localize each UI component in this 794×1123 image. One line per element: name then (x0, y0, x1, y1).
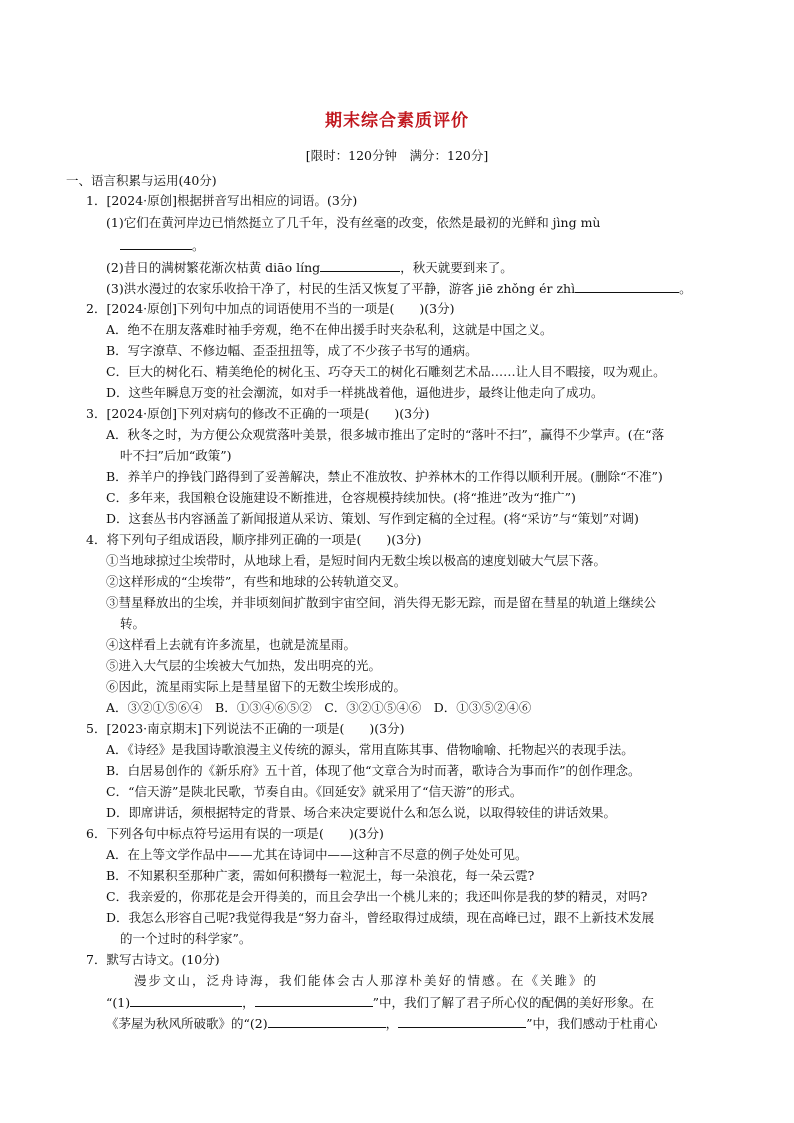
line-end: ”中，我们了解了君子所心仪的配偶的美好形象。在 (372, 995, 655, 1010)
question-7-stem: 7．默写古诗文。(10分) (86, 952, 220, 967)
page-title: 期末综合素质评价 (325, 111, 469, 131)
question-4-sentence-1: ①当地球掠过尘埃带时，从地球上看，是短时间内无数尘埃以极高的速度划破大气层下落。 (106, 553, 607, 568)
question-4-sentence-6: ⑥因此，流星雨实际上是彗星留下的无数尘埃形成的。 (106, 679, 407, 694)
comma: ， (242, 995, 255, 1010)
question-1-item-3 (106, 279, 692, 298)
answer-blank[interactable] (320, 258, 400, 272)
question-4-sentence-3-cont: 转。 (120, 616, 146, 631)
item-text: (2)昔日的满树繁花渐次枯黄 diāo líng (106, 260, 321, 275)
question-3-option-a: A．秋冬之时，为方便公众观赏落叶美景，很多城市推出了定时的“落叶不扫”，赢得不少掌声。(在“落 (106, 427, 665, 442)
punct: 。 (679, 281, 692, 296)
question-6-option-d-cont: 的一个过时的科学家”。 (120, 931, 252, 946)
question-4-sentence-3: ③彗星释放出的尘埃，并非顷刻间扩散到宇宙空间，消失得无影无踪，而是留在彗星的轨道上继续公 (106, 595, 657, 610)
question-1-item-1: (1)它们在黄河岸边已悄然挺立了几千年，没有丝毫的改变，依然是最初的光鲜和 jìng mù (106, 215, 601, 230)
question-3-option-b: B．养羊户的挣钱门路得到了妥善解决，禁止不准放牧、护养林木的工作得以顺利开展。(删除“不准”) (106, 469, 663, 484)
question-4-options: A．③②①⑤⑥④ B．①③④⑥⑤② C．③②①⑤④⑥ D．①③⑤②④⑥ (106, 700, 532, 715)
question-6-stem: 6．下列各句中标点符号运用有误的一项是( )(3分) (86, 826, 384, 841)
answer-blank[interactable] (268, 1014, 386, 1028)
question-3-stem: 3．[2024·原创]下列对病句的修改不正确的一项是( )(3分) (86, 406, 430, 421)
answer-blank[interactable] (575, 279, 679, 293)
question-1-stem: 1．[2024·原创]根据拼音写出相应的词语。(3分) (86, 193, 358, 208)
question-2-option-d: D．这些年瞬息万变的社会潮流，如对手一样挑战着他，逼他进步，最终让他走向了成功。 (106, 385, 604, 400)
answer-blank[interactable] (255, 993, 373, 1007)
question-7-line-1 (106, 993, 654, 1012)
punct: 。 (192, 238, 205, 253)
answer-blank[interactable] (120, 236, 192, 250)
time-limit: [限时：120分钟 满分：120分] (305, 148, 489, 163)
question-6-option-c: C．我亲爱的，你那花是会开得美的，而且会孕出一个桃儿来的；我还叫你是我的梦的精灵，对吗? (106, 889, 648, 904)
question-2-option-a: A．绝不在朋友落难时袖手旁观，绝不在伸出援手时夹杂私利，这就是中国之义。 (106, 322, 553, 337)
question-3-option-d: D．这套丛书内容涵盖了新闻报道从采访、策划、写作到定稿的全过程。(将“采访”与“策划”对调) (106, 511, 639, 526)
question-4-sentence-4: ④这样看上去就有许多流星，也就是流星雨。 (106, 637, 357, 652)
question-3-option-c: C．多年来，我国粮仓设施建设不断推进，仓容规模持续加快。(将“推进”改为“推广”) (106, 490, 576, 505)
question-4-sentence-5: ⑤进入大气层的尘埃被大气加热，发出明亮的光。 (106, 658, 382, 673)
question-6-option-b: B．不知累积至那种广袤，需如何积攒每一粒泥土，每一朵浪花，每一朵云霓? (106, 868, 535, 883)
comma: ， (385, 1016, 399, 1031)
question-4-stem: 4．将下列句子组成语段，顺序排列正确的一项是( )(3分) (86, 532, 422, 547)
question-5-stem: 5．[2023·南京期末]下列说法不正确的一项是( )(3分) (86, 721, 405, 736)
question-5-option-a: A．《诗经》是我国诗歌浪漫主义传统的源头，常用直陈其事、借物喻喻、托物起兴的表现手法。 (106, 742, 634, 757)
question-2-stem: 2．[2024·原创]下列句中加点的词语使用不当的一项是( )(3分) (86, 301, 455, 316)
question-2-option-c: C．巨大的树化石、精美绝伦的树化玉、巧夺天工的树化石雕刻艺术品……让人目不暇接，叹为观止。 (106, 364, 666, 379)
question-6-option-a: A．在上等文学作品中——尤其在诗词中——这种言不尽意的例子处处可见。 (106, 847, 528, 862)
question-4-sentence-2: ②这样形成的“尘埃带”，有些和地球的公转轨道交叉。 (106, 574, 407, 589)
section-heading: 一、语言积累与运用(40分) (66, 173, 217, 188)
answer-blank[interactable] (398, 1014, 526, 1028)
answer-blank[interactable] (130, 993, 242, 1007)
question-1-item-2 (106, 258, 513, 277)
question-5-option-d: D．即席讲话，须根据特定的背景、场合来决定要说什么和怎么说，以取得较佳的讲话效果。 (106, 805, 617, 820)
question-7-line-2 (106, 1014, 658, 1033)
item-text-end: ，秋天就要到来了。 (400, 260, 513, 275)
question-1-item-1-answer (120, 236, 205, 255)
question-7-intro: 漫步文山，泛舟诗海，我们能体会古人那淳朴美好的情感。在《关雎》的 (134, 973, 599, 988)
line-start: 《茅屋为秋风所破歌》的“(2) (106, 1016, 268, 1031)
question-3-option-a-cont: 叶不扫”后加“政策”) (120, 448, 232, 463)
question-2-option-b: B．写字潦草、不修边幅、歪歪扭扭等，成了不少孩子书写的通病。 (106, 343, 478, 358)
line-start: “(1) (106, 995, 131, 1010)
line-end: ”中，我们感动于杜甫心 (526, 1016, 658, 1031)
question-6-option-d: D．我怎么形容自己呢?我觉得我是“努力奋斗，曾经取得过成绩，现在高峰已过，跟不上新技术发展 (106, 910, 655, 925)
question-5-option-b: B．白居易创作的《新乐府》五十首，体现了他“文章合为时而著，歌诗合为事而作”的创作理念。 (106, 763, 641, 778)
item-text: (3)洪水漫过的农家乐收拾干净了，村民的生活又恢复了平静，游客 jiē zhǒng ér zhì (106, 281, 576, 296)
question-5-option-c: C．“信天游”是陕北民歌，节奏自由。《回延安》就采用了“信天游”的形式。 (106, 784, 523, 799)
